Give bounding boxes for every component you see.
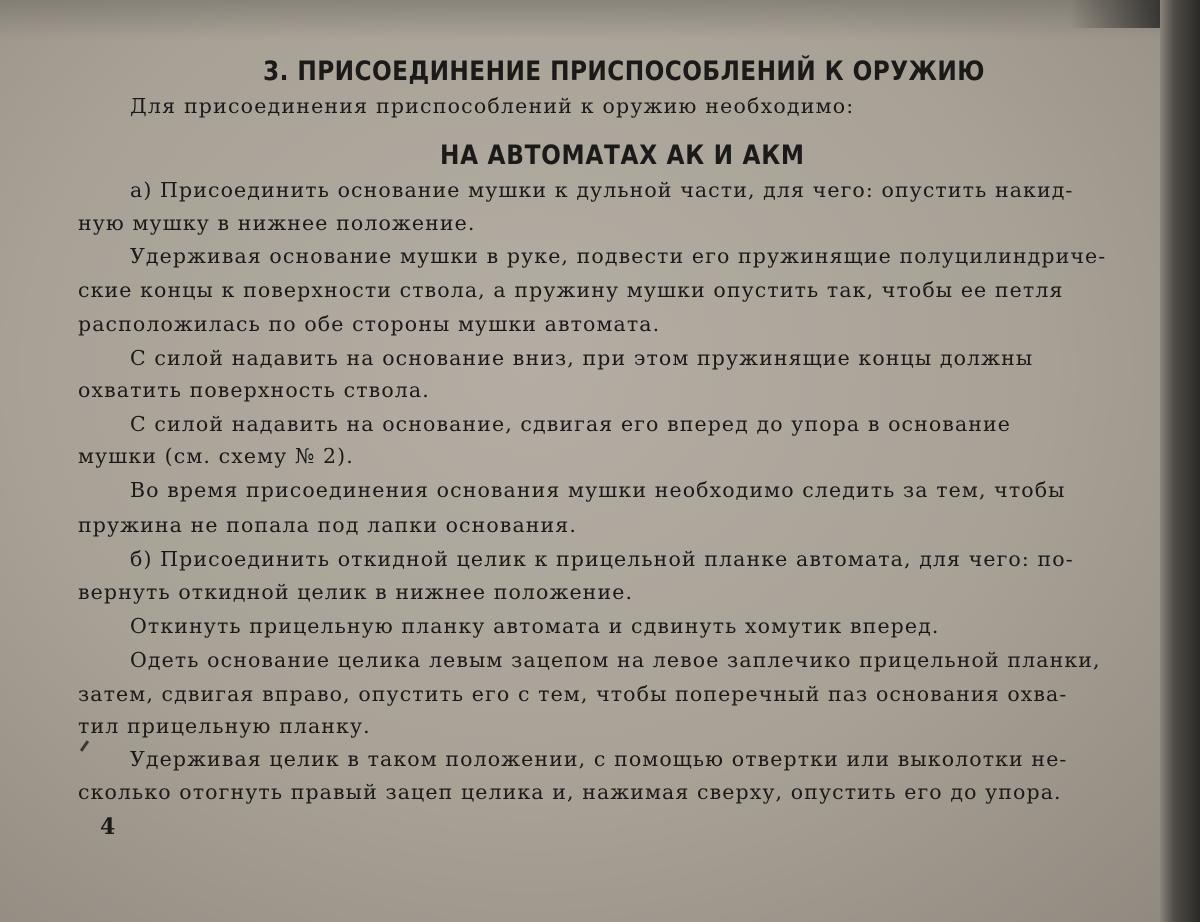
text-line: пружина не попала под лапки основания. [78, 513, 577, 537]
text-line: тил прицельную планку. [78, 714, 371, 738]
section-heading: 3. ПРИСОЕДИНЕНИЕ ПРИСПОСОБЛЕНИЙ К ОРУЖИЮ [263, 56, 985, 87]
text-line: Во время присоединения основания мушки необходимо следить за тем, чтобы [130, 478, 1066, 502]
text-line: ские концы к поверхности ствола, а пружину мушки опустить так, чтобы ее петля [78, 278, 1064, 302]
margin-mark [80, 740, 89, 752]
text-line: вернуть откидной целик в нижнее положение. [78, 580, 634, 604]
text-line: Удерживая основание мушки в руке, подвести его пружинящие полуцилиндриче- [130, 244, 1107, 268]
text-line: Откинуть прицельную планку автомата и сдвинуть хомутик вперед. [130, 614, 940, 638]
text-line: С силой надавить на основание вниз, при этом пружинящие концы должны [130, 346, 1034, 370]
intro-line: Для присоединения приспособлений к оружию необходимо: [130, 94, 855, 118]
text-line: Одеть основание целика левым зацепом на левое заплечико прицельной планки, [130, 648, 1101, 672]
text-line: Удерживая целик в таком положении, с помощью отвертки или выколотки не- [130, 747, 1068, 771]
page-number: 4 [100, 814, 116, 840]
page-content [78, 0, 1158, 922]
text-line: мушки (см. схему № 2). [78, 444, 354, 468]
text-line: а) Присоединить основание мушки к дульной части, для чего: опустить накид- [130, 178, 1074, 202]
text-line: расположилась по обе стороны мушки автомата. [78, 312, 661, 336]
text-line: затем, сдвигая вправо, опустить его с тем, чтобы поперечный паз основания охва- [78, 682, 1068, 706]
text-line: ную мушку в нижнее положение. [78, 211, 476, 235]
text-line: охватить поверхность ствола. [78, 378, 430, 402]
text-line: б) Присоединить откидной целик к прицельной планке автомата, для чего: по- [130, 547, 1074, 571]
book-spine [1160, 0, 1200, 922]
subsection-heading: НА АВТОМАТАХ АК И АКМ [440, 140, 805, 171]
text-line: сколько отогнуть правый зацеп целика и, нажимая сверху, опустить его до упора. [78, 780, 1062, 804]
text-line: С силой надавить на основание, сдвигая его вперед до упора в основание [130, 412, 1012, 436]
